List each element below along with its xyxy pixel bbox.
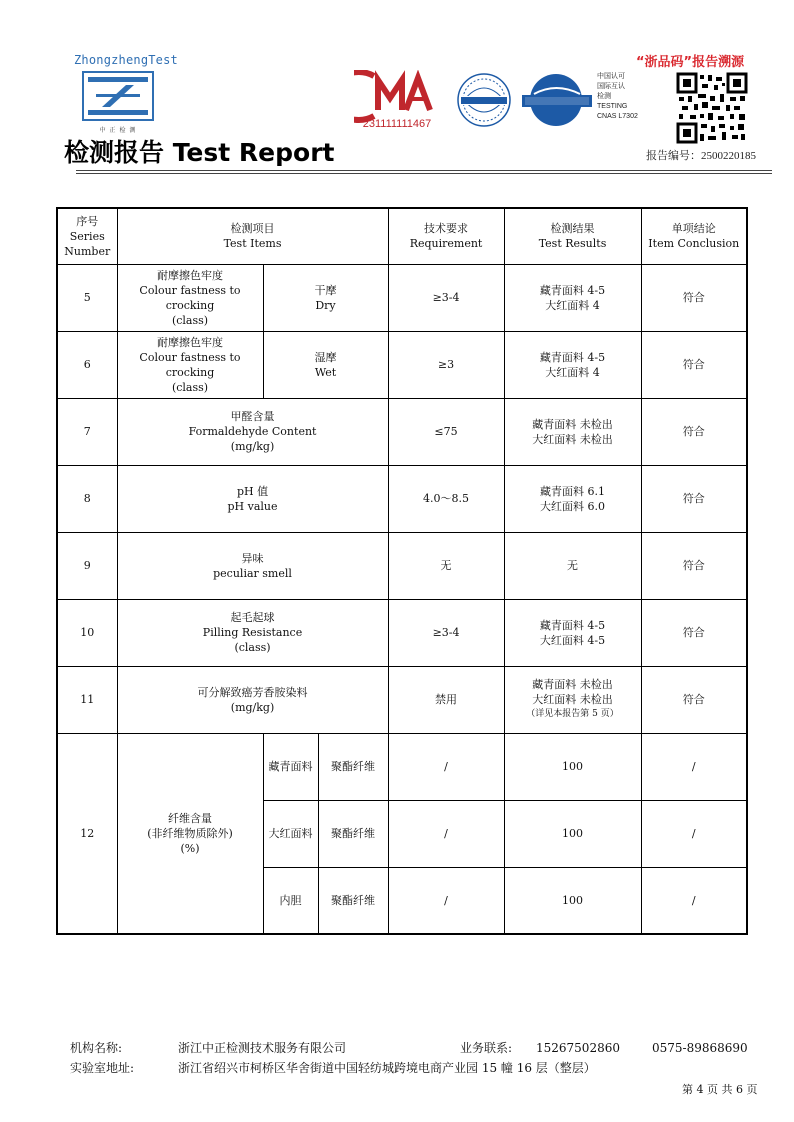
header-divider <box>76 170 772 174</box>
logo-caption: 中 正 检 测 <box>99 127 137 134</box>
table-header-row <box>57 208 747 264</box>
result: 100 <box>504 867 641 934</box>
header-result: 检测结果 Test Results <box>504 208 641 264</box>
qr-code-icon[interactable] <box>676 72 748 144</box>
table-row <box>57 733 747 800</box>
conclusion: 符合 <box>641 331 747 398</box>
test-sub-item: 干摩 Dry <box>263 264 388 331</box>
fiber-type: 聚酯纤维 <box>318 733 388 800</box>
row-number: 8 <box>57 465 117 532</box>
contact-phone-2: 0575-89868690 <box>652 1041 748 1055</box>
conclusion: 符合 <box>641 398 747 465</box>
table-row <box>57 465 747 532</box>
result: 100 <box>504 800 641 867</box>
org-label: 机构名称: <box>70 1041 123 1055</box>
requirement: / <box>388 800 504 867</box>
requirement: 无 <box>388 532 504 599</box>
ilac-mra-icon <box>456 72 512 128</box>
table-row <box>57 264 747 331</box>
row-number: 11 <box>57 666 117 733</box>
cma-number: 231111111467 <box>362 118 432 130</box>
test-item: 异味 peculiar smell <box>117 532 388 599</box>
table-row <box>57 666 747 733</box>
test-sub-item: 湿摩 Wet <box>263 331 388 398</box>
fiber-part: 大红面料 <box>263 800 318 867</box>
result: 藏青面料 4-5 大红面料 4-5 <box>504 599 641 666</box>
result: 藏青面料 4-5 大红面料 4 <box>504 331 641 398</box>
fiber-part: 内胆 <box>263 867 318 934</box>
traceability-slogan: “浙品码”报告溯源 <box>636 55 745 70</box>
result: 藏青面料 4-5 大红面料 4 <box>504 264 641 331</box>
fiber-type: 聚酯纤维 <box>318 800 388 867</box>
zhongzheng-logo-icon <box>82 71 154 121</box>
requirement: ≥3-4 <box>388 599 504 666</box>
lab-address: 浙江省绍兴市柯桥区华舍街道中国轻纺城跨境电商产业园 15 幢 16 层（整层） <box>178 1061 596 1075</box>
test-item: 纤维含量 (非纤维物质除外) (%) <box>117 733 263 934</box>
brand-name: ZhongzhengTest <box>74 53 178 67</box>
requirement: 4.0～8.5 <box>388 465 504 532</box>
test-item: 可分解致癌芳香胺染料 (mg/kg) <box>117 666 388 733</box>
contact-label: 业务联系: <box>460 1041 513 1055</box>
page-number: 第 4 页 共 6 页 <box>682 1083 758 1096</box>
test-item: 起毛起球 Pilling Resistance (class) <box>117 599 388 666</box>
cnas-accreditation-text: 中国认可 国际互认 检测 TESTING CNAS L7302 <box>597 73 638 120</box>
result: 藏青面料 未检出 大红面料 未检出 （详见本报告第 5 页） <box>504 666 641 733</box>
page-title: 检测报告 Test Report <box>64 138 335 167</box>
row-number: 10 <box>57 599 117 666</box>
result: 藏青面料 未检出 大红面料 未检出 <box>504 398 641 465</box>
lab-label: 实验室地址: <box>70 1061 135 1075</box>
report-number: 报告编号：2500220185 <box>646 150 756 162</box>
conclusion: / <box>641 800 747 867</box>
cnas-mark-icon <box>522 72 592 128</box>
conclusion: 符合 <box>641 465 747 532</box>
table-row <box>57 398 747 465</box>
requirement: / <box>388 867 504 934</box>
conclusion: 符合 <box>641 532 747 599</box>
row-number: 7 <box>57 398 117 465</box>
requirement: ≤75 <box>388 398 504 465</box>
table-row <box>57 599 747 666</box>
test-item: 耐摩擦色牢度 Colour fastness to crocking (class) <box>117 331 263 398</box>
org-name: 浙江中正检测技术服务有限公司 <box>178 1041 347 1055</box>
requirement: 禁用 <box>388 666 504 733</box>
result-note: （详见本报告第 5 页） <box>526 709 619 719</box>
test-item: 耐摩擦色牢度 Colour fastness to crocking (class) <box>117 264 263 331</box>
header-item: 检测项目 Test Items <box>117 208 388 264</box>
fiber-part: 藏青面料 <box>263 733 318 800</box>
result: 100 <box>504 733 641 800</box>
conclusion: / <box>641 733 747 800</box>
test-item: pH 值 pH value <box>117 465 388 532</box>
row-number: 6 <box>57 331 117 398</box>
fiber-type: 聚酯纤维 <box>318 867 388 934</box>
conclusion: / <box>641 867 747 934</box>
result: 无 <box>504 532 641 599</box>
header-seq: 序号 Series Number <box>57 208 117 264</box>
conclusion: 符合 <box>641 264 747 331</box>
header-conclusion: 单项结论 Item Conclusion <box>641 208 747 264</box>
header-requirement: 技术要求 Requirement <box>388 208 504 264</box>
requirement: / <box>388 733 504 800</box>
result: 藏青面料 6.1 大红面料 6.0 <box>504 465 641 532</box>
contact-phone-1: 15267502860 <box>536 1041 620 1055</box>
row-number: 9 <box>57 532 117 599</box>
table-row <box>57 532 747 599</box>
conclusion: 符合 <box>641 666 747 733</box>
test-results-table <box>56 207 748 935</box>
row-number: 12 <box>57 733 117 934</box>
conclusion: 符合 <box>641 599 747 666</box>
requirement: ≥3 <box>388 331 504 398</box>
test-item: 甲醛含量 Formaldehyde Content (mg/kg) <box>117 398 388 465</box>
requirement: ≥3-4 <box>388 264 504 331</box>
row-number: 5 <box>57 264 117 331</box>
table-row <box>57 331 747 398</box>
